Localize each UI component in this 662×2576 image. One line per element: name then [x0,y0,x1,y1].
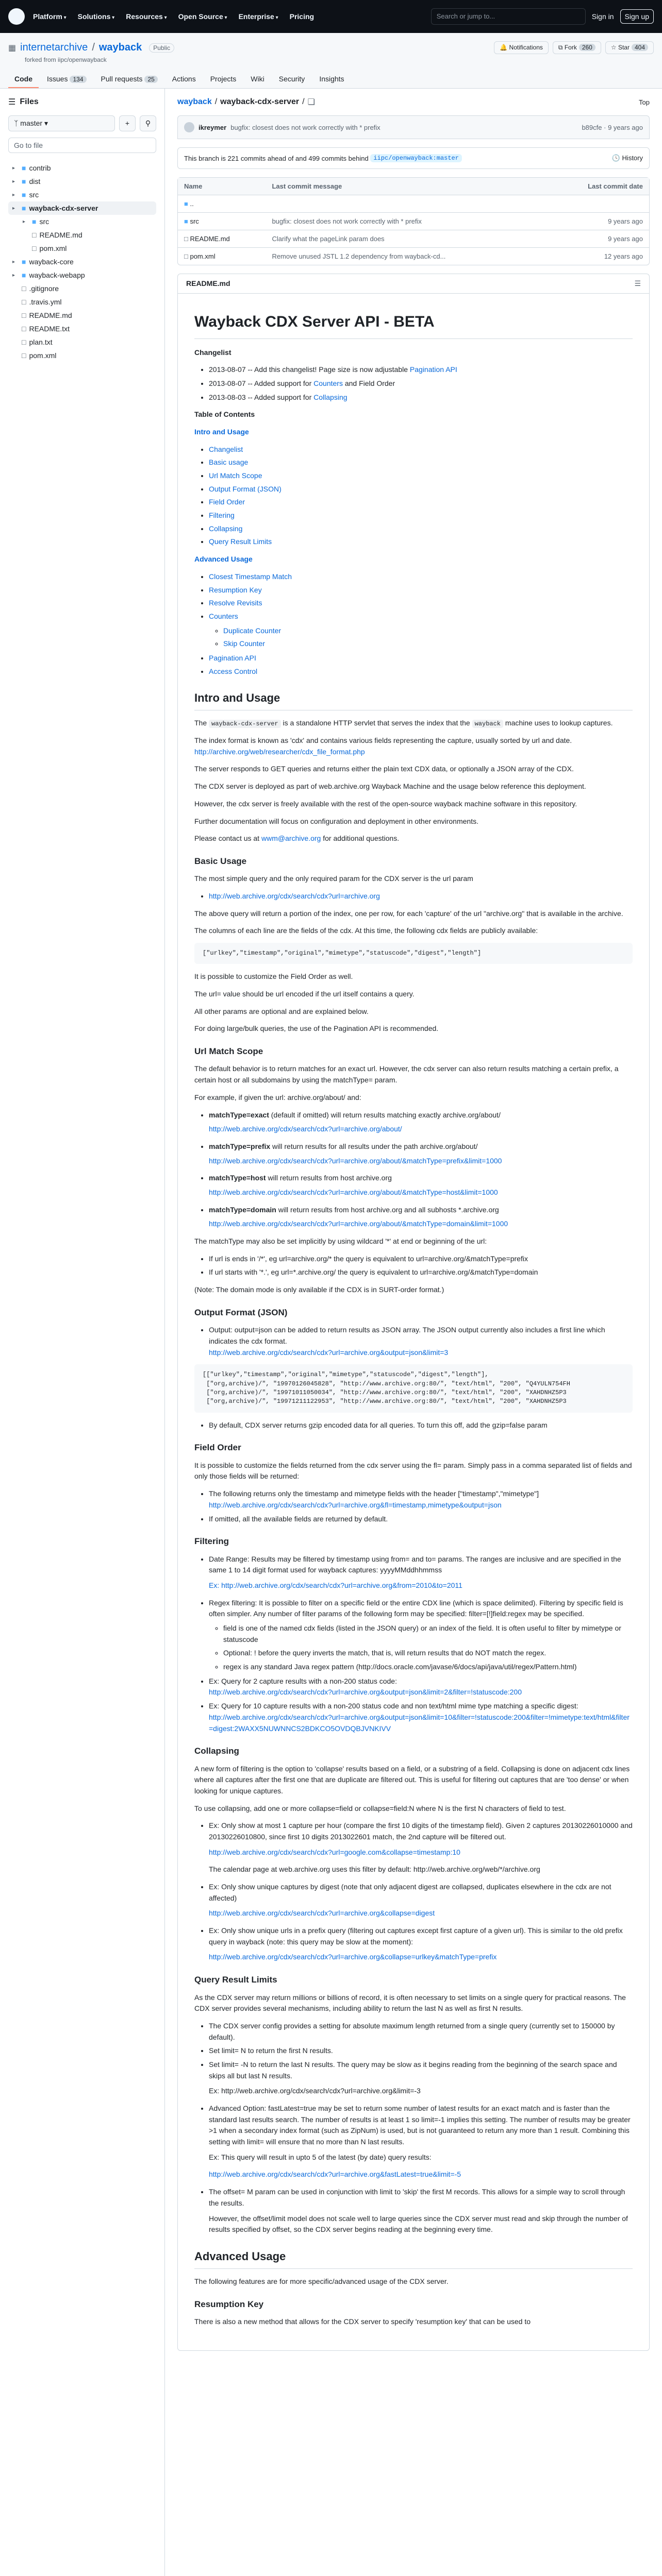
tree-item[interactable]: □ README.md [32,231,82,239]
tree-item[interactable]: ▸ ■ src [23,217,49,226]
files-heading: ☰ Files [8,97,39,107]
top-nav [33,12,314,21]
toc-item[interactable]: Duplicate Counter [223,626,282,635]
match-item: • matchType=domain will return results from host archive.org and all subhosts *.archive.org http://web.archive.org/cdx/search/cdx?url=archive.org/about/&matchType=domain&limit=1000 [209,1205,633,1230]
example-link[interactable]: http://web.archive.org/cdx/search/cdx?url=archive.org&fl=timestamp,mimetype&output=json [209,1500,502,1509]
folder-icon: ■ [22,164,26,172]
commit-message[interactable]: bugfix: closest does not work correctly with * prefix [230,123,380,131]
sign-up-button[interactable]: Sign up [620,9,654,24]
file-icon: □ [22,298,26,306]
folder-icon: ■ [22,191,26,199]
file-tree [8,161,156,362]
file-icon: □ [22,325,26,333]
toc-item[interactable]: Skip Counter [223,639,265,648]
copy-path-icon[interactable]: ❏ [307,98,315,107]
outline-icon[interactable]: ☰ [634,279,641,287]
example-link[interactable]: http://web.archive.org/cdx/search/cdx?url=archive.org&output=json&limit=3 [209,1348,449,1357]
tab-pull-requests[interactable]: Pull requests 25 [95,71,164,88]
folder-icon: ■ [22,204,26,212]
search-icon[interactable]: ⚲ [140,115,156,131]
readme-panel [177,274,650,2351]
link-counters[interactable]: Counters [313,379,343,387]
code-block: ["urlkey","timestamp","original","mimetype","statuscode","digest","length"] [194,943,633,964]
toc-item[interactable]: Changelist [209,445,243,453]
commit-age: 9 years ago [608,123,643,131]
repo-tabs [8,71,654,88]
example-link[interactable]: http://web.archive.org/cdx/search/cdx?url=archive.org/about/ [209,1125,402,1133]
match-item: • matchType=prefix will return results for all results under the path archive.org/about/ http://web.archive.org/cdx/search/cdx?url=archive.org/about/&matchType=prefix&limit=1000 [209,1141,633,1166]
code-block: [["urlkey","timestamp","original","mimetype","statuscode","digest","length"], ["org,archive)/", "19970126045828", "http://www.archive.org:80/", "text/html", "200", "Q4YULN754FH ["org,archive)/", "19971011050034", "http://www.archive.org:80/", "text/html", "200", "XAHDNHZ5P3 ["org,archive)/", "19971211122953", "http://www.archive.org:80/", "text/html", "200", "XAHDNHZ5P3 [194,1364,633,1413]
toc-item[interactable]: Output Format (JSON) [209,484,282,493]
nav-solutions[interactable]: Solutions ▾ [78,12,115,21]
example-link[interactable]: http://web.archive.org/cdx/search/cdx?url=archive.org&collapse=digest [209,1909,435,1918]
col-message: Last commit message [266,178,547,195]
toc-item[interactable]: Closest Timestamp Match [209,572,292,581]
file-icon: □ [184,235,190,243]
filtering-heading: Filtering [194,1536,229,1547]
example-link[interactable]: http://web.archive.org/cdx/search/cdx?url=archive.org&output=json&limit=2&filter=!statuscode:200 [209,1688,522,1697]
toc-advanced-list [194,571,633,677]
main-content [165,89,662,2576]
table-row[interactable]: □ README.md Clarify what the pageLink param does 9 years ago [178,230,649,248]
tree-item[interactable]: □ pom.xml [22,351,57,360]
sidebar-collapse-icon[interactable]: ☰ [8,98,16,107]
repo-name-link[interactable]: wayback [98,42,142,53]
match-heading: Url Match Scope [194,1046,263,1057]
repo-icon: ▦ [8,43,16,53]
avatar[interactable] [184,122,194,132]
toc-item[interactable]: Counters [209,612,238,620]
repo-header: ▦ internetarchive / wayback Public 🔔 Notifications ⧉ Fork 260 ☆ Star 404 forked from iipc/openwayback Code Issues 134 Pull requests 25 Actions Projects Wiki Security Insights [0,33,662,89]
top-link[interactable]: Top [639,98,650,106]
changelist-label: Changelist [194,348,231,357]
match-item: • matchType=host will return results from host archive.org http://web.archive.org/cdx/search/cdx?url=archive.org/about/&matchType=host&limit=1000 [209,1173,633,1198]
nav-platform[interactable]: Platform ▾ [33,12,67,21]
branch-status: This branch is 221 commits ahead of and 499 commits behind iipc/openwayback:master 🕓 History [177,147,650,169]
fork-button[interactable]: ⧉ Fork 260 [553,41,601,54]
tab-projects[interactable]: Projects [210,75,237,83]
tree-item[interactable]: □ README.md [22,311,72,319]
toc-advanced[interactable]: Advanced Usage [194,555,253,564]
readme-body: Wayback CDX Server API - BETA Changelist • 2013-08-07 -- Add this changelist! Page size is now adjustable Pagination API • 2013-08-07 -- Added support for Counters and Field Order • 2013-08-03 -- Added support for Collapsing Table of Contents Intro and Usage • Changelist • Basic usage • Url Match Scope • Output Format (JSON) • Field Order • Filtering • Collapsing • Query Result Limits Advanced Usage • Closest Timestamp Match • Resumption Key • Resolve Revisits • Counters ◦ Duplicate Counter ◦ Skip Counter • Pagination API • Access Control Intro and Usage The wayback-cdx-server is a standalone HTTP servlet that serves the index that the wayback machine uses to lookup captures. The index format is known as 'cdx' and contains various fields representing the capture, usually sorted by url and date. http://archive.org/web/researcher/cdx_file_format.php The server responds to GET queries and returns either the plain text CDX data, or optionally a JSON array of the CDX. The CDX server is deployed as part of web.archive.org Wayback Machine and the usage below reference this deployment. However, the cdx server is freely available with the rest of the open-source wayback machine software in this repository. Further documentation will focus on configuration and deployment in other environments. Please contact us at wwm@archive.org for additional questions. Basic Usage The most simple query and the only required param for the CDX server is the url param • http://web.archive.org/cdx/search/cdx?url=archive.org The above query will return a portion of the index, one per row, for each 'capture' of the url "archive.org" that is available in the archive. The columns of each line are the fields of the cdx. At this time, the following cdx fields are publicly available: ["urlkey","timestamp","original","mimetype","statuscode","digest","length"] It is possible to customize the Field Order as well. The url= value should be url encoded if the url itself contains a query. All other params are optional and are explained below. For doing large/bulk queries, the use of the Pagination API is recommended. Url Match Scope The default behavior is to return matches for an exact url. However, the cdx server can also return results matching a certain prefix, a certain host or all subdomains by using the matchType= param. For example, if given the url: archive.org/about/ and: • matchType=exact (default if omitted) will return results matching exactly archive.org/about/ http://web.archive.org/cdx/search/cdx?url=archive.org/about/ • matchType=prefix will return results for all results under the path archive.org/about/ http://web.archive.org/cdx/search/cdx?url=archive.org/about/&matchType=prefix&limit=1000 • matchType=host will return results from host archive.org http://web.archive.org/cdx/search/cdx?url=archive.org/about/&matchType=host&limit=1000 • matchType=domain will return results from host archive.org and all subhosts *.archive.org http://web.archive.org/cdx/search/cdx?url=archive.org/about/&matchType=domain&limit=1000 The matchType may also be set implicitly by using wildcard '*' at end or beginning of the url: • If url is ends in '/*', eg url=archive.org/* the query is equivalent to url=archive.org/&matchType=prefix • If url starts with '*.', eg url=*.archive.org/ the query is equivalent to url=archive.org/&matchType=domain (Note: The domain mode is only available if the CDX is in SURT-order format.) Output Format (JSON) • Output: output=json can be added to return results as JSON array. The JSON output currently also includes a first line which indicates the cdx format. http://web.archive.org/cdx/search/cdx?url=archive.org&output=json&limit=3 [["urlkey","timestamp","original","mimetype","statuscode","digest","length"], ["org,archive)/", "19970126045828", "http://www.archive.org:80/", "text/html", "200", "Q4YULN754FH ["org,archive)/", "19971011050034", "http://www.archive.org:80/", "text/html", "200", "XAHDNHZ5P3 ["org,archive)/", "19971211122953", "http://www.archive.org:80/", "text/html", "200", "XAHDNHZ5P3 • By default, CDX server returns gzip encoded data for all queries. To turn this off, add the gzip=false param Field Order It is possible to customize the fields returned from the cdx server using the fl= param. Simply pass in a comma separated list of fields and only those fields will be returned: • The following returns only the timestamp and mimetype fields with the header ["timestamp","mimetype"] http://web.archive.org/cdx/search/cdx?url=archive.org&fl=timestamp,mimetype&output=json • If omitted, all the available fields are returned by default. Filtering • Date Range: Results may be filtered by timestamp using from= and to= params. The ranges are inclusive and are specified in the same 1 to 14 digit format used for wayback captures: yyyyMMddhhmmss Ex: http://web.archive.org/cdx/search/cdx?url=archive.org&from=2010&to=2011 • Regex filtering: It is possible to filter on a specific field or the entire CDX line (which is space delimited). Filtering by specific field is often simpler. Any number of filter params of the following form may be specified: filter=[!]field:regex may be specified. ◦ field is one of the named cdx fields (listed in the JSON query) or an index of the field. It is often useful to filter by mimetype or statuscode ◦ Optional: ! before the query inverts the match, that is, will return results that do NOT match the regex. ◦ regex is any standard Java regex pattern (http://docs.oracle.com/javase/6/docs/api/java/util/regex/Pattern.html) • Ex: Query for 2 capture results with a non-200 status code: http://web.archive.org/cdx/search/cdx?url=archive.org&output=json&limit=2&filter=!statuscode:200 • Ex: Query for 10 capture results with a non-200 status code and non text/html mime type matching a specific digest: http://web.archive.org/cdx/search/cdx?url=archive.org&output=json&limit=10&filter=!statuscode:200&filter=!mimetype:text/html&filter=digest:2WAXX5NUWNNCS2BDKCO5OVDQBJVNKIVV Collapsing A new form of filtering is the option to 'collapse' results based on a field, or a substring of a field. Collapsing is done on adjacent cdx lines where all captures after the first one that are duplicate are filtered out. This is useful for filtering out captures that are 'too dense' or when looking for unique captures. To use collapsing, add one or more collapse=field or collapse=field:N where N is the first N characters of field to test. • Ex: Only show at most 1 capture per hour (compare the first 10 digits of the timestamp field). Given 2 captures 20130226010000 and 20130226010800, since first 10 digits 2013022601 match, the 2nd capture will be filtered out. http://web.archive.org/cdx/search/cdx?url=google.com&collapse=timestamp:10 The calendar page at web.archive.org uses this filter by default: http://web.archive.org/web/*/archive.org • Ex: Only show unique captures by digest (note that only adjacent digest are collapsed, duplicates elsewhere in the cdx are not affected) http://web.archive.org/cdx/search/cdx?url=archive.org&collapse=digest • Ex: Only show unique urls in a prefix query (filtering out captures except first capture of a given url). This is similar to the old prefix query in wayback (note: this query may be slow at the moment): http://web.archive.org/cdx/search/cdx?url=archive.org&collapse=urlkey&matchType=prefix Query Result Limits As the CDX server may return millions or billions of record, it is often necessary to set limits on a single query for practical reasons. The CDX server provides several mechanisms, including ability to return the last N as well as first N results. • The CDX server config provides a setting for absolute maximum length returned from a single query (currently set to 150000 by default). • Set limit= N to return the first N results. • Set limit= -N to return the last N results. The query may be slow as it begins reading from the beginning of the search space and skips all but last N results. Ex: http://web.archive.org/cdx/search/cdx?url=archive.org&limit=-3 • Advanced Option: fastLatest=true may be set to return some number of latest results for an exact match and is faster than the standard last results search. The number of results is at least 1 so limit=-1 implies this setting. The number of results may be greater >1 when a secondary index format (such as ZipNum) is used, but is not guaranteed to return any more than 1 result. Combining this setting with limit= will ensure that no more than N last results. Ex: This query will result in upto 5 of the latest (by date) query results: http://web.archive.org/cdx/search/cdx?url=archive.org&fastLatest=true&limit=-5 • The offset= M param can be used in conjunction with limit to 'skip' the first M records. This allows for a simple way to scroll through the results. However, the offset/limit model does not scale well to large queries since the CDX server must read and skip through the number of results specified by offset, so the CDX server begins reading at the beginning every time. Advanced Usage The following features are for more specific/advanced usage of the CDX server. Resumption Key There is also a new method that allows for the CDX server to specify 'resumption key' that can be used to [178,294,649,2350]
nav-enterprise[interactable]: Enterprise ▾ [239,12,278,21]
toc-item[interactable]: Query Result Limits [209,537,272,546]
toc-item[interactable]: Filtering [209,511,235,520]
example-link[interactable]: http://web.archive.org/cdx/search/cdx?url=archive.org&output=json&limit=10&filter=!statuscode:200&filter=!mimetype:text/html&filter=digest:2WAXX5NUWNNCS2BDKCO5OVDQBJVNKIVV [209,1713,630,1733]
intro-para: The wayback-cdx-server is a standalone HTTP servlet that serves the index that the wayback machine uses to lookup captures. [194,719,613,728]
tree-item[interactable]: ▸ ■ wayback-webapp [12,271,85,279]
table-row[interactable]: ■ .. [178,195,649,213]
example-link[interactable]: http://web.archive.org/cdx/search/cdx?url=archive.org/about/&matchType=host&limit=1000 [209,1188,498,1196]
file-icon: □ [22,284,26,293]
intro-para: The index format is known as 'cdx' and contains various fields representing the capture, usually sorted by url and date. http://archive.org/web/researcher/cdx_file_format.php [194,736,572,756]
toc-item[interactable]: Collapsing [209,524,243,533]
upstream-ref[interactable]: iipc/openwayback:master [370,154,462,162]
intro-para: Please contact us at wwm@archive.org for additional questions. [194,834,400,843]
nav-open-source[interactable]: Open Source ▾ [178,12,227,21]
file-icon: □ [22,338,26,346]
table-row[interactable]: □ pom.xml Remove unused JSTL 1.2 dependency from wayback-cd... 12 years ago [184,252,643,260]
nav-resources[interactable]: Resources ▾ [126,12,167,21]
file-icon: □ [32,231,37,239]
tree-item[interactable]: □ README.txt [22,325,70,333]
cdx-format-link[interactable]: http://archive.org/web/researcher/cdx_file_format.php [194,747,365,756]
tab-actions[interactable]: Actions [172,75,196,83]
intro-para: The CDX server is deployed as part of web.archive.org Wayback Machine and the usage below reference this deployment. [194,782,586,791]
file-icon: □ [184,252,190,260]
forked-from[interactable]: forked from iipc/openwayback [25,56,107,63]
limits-heading: Query Result Limits [194,1975,277,1985]
toc-intro[interactable]: Intro and Usage [194,427,249,436]
add-file-icon[interactable]: + [119,115,136,131]
intro-para: The server responds to GET queries and returns either the plain text CDX data, or optionally a JSON array of the CDX. [194,765,574,773]
go-to-file-input[interactable]: Go to file [8,138,156,153]
tree-item[interactable]: ▸ ■ contrib [12,164,51,172]
folder-icon: ■ [22,177,26,185]
tree-item[interactable]: ▸ ■ dist [12,177,41,185]
file-tree-sidebar [0,89,165,2576]
file-icon: □ [22,311,26,319]
tree-item[interactable]: □ .gitignore [22,284,59,293]
basic-heading: Basic Usage [194,856,247,866]
col-date: Last commit date [547,178,649,195]
example-link[interactable]: http://web.archive.org/cdx/search/cdx?url=google.com&collapse=timestamp:10 [209,1848,460,1856]
file-icon: □ [32,244,37,252]
resumption-heading: Resumption Key [194,2299,264,2309]
repo-actions [494,41,654,54]
history-button[interactable]: 🕓 History [611,154,643,162]
breadcrumb: wayback / wayback-cdx-server / ❏ Top [177,97,650,107]
folder-icon: ■ [22,271,26,279]
tab-security[interactable]: Security [278,75,305,83]
example-link[interactable]: http://web.archive.org/cdx/search/cdx?url=archive.org [209,891,380,900]
table-row[interactable]: ■ src bugfix: closest does not work correctly with * prefix 9 years ago [178,213,649,230]
collapsing-heading: Collapsing [194,1746,239,1756]
match-item: • matchType=exact (default if omitted) will return results matching exactly archive.org/about/ http://web.archive.org/cdx/search/cdx?url=archive.org/about/ [209,1110,633,1135]
toc-label: Table of Contents [194,410,255,419]
col-name: Name [178,178,266,195]
toc-item[interactable]: Pagination API [209,653,256,662]
tree-item[interactable]: ▸ ■ src [12,191,39,199]
sign-in-link[interactable]: Sign in [591,12,614,21]
tree-item[interactable]: □ .travis.yml [22,298,62,306]
latest-commit: ikreymer bugfix: closest does not work correctly with * prefix b89cfe · 9 years ago [177,115,650,139]
tree-item[interactable]: □ pom.xml [32,244,67,252]
toc-item[interactable]: Resolve Revisits [209,599,262,607]
email-link[interactable]: wwm@archive.org [261,834,321,843]
repo-owner-link[interactable]: internetarchive [20,42,88,53]
link-collapsing[interactable]: Collapsing [313,393,347,401]
toc-item[interactable]: Field Order [209,498,245,506]
field-order-heading: Field Order [194,1443,241,1453]
visibility-badge: Public [149,43,174,53]
toc-item[interactable]: Url Match Scope [209,471,262,480]
folder-icon: ■ [184,217,190,225]
toc-item[interactable]: Resumption Key [209,585,262,594]
toc-item[interactable]: Basic usage [209,458,249,467]
toc-item[interactable]: Access Control [209,667,258,675]
intro-para: However, the cdx server is freely available with the rest of the open-source wayback machine software in this repository. [194,799,577,808]
advanced-heading: Advanced Usage [194,2248,633,2269]
tab-code[interactable]: Code [8,71,39,88]
example-link[interactable]: http://web.archive.org/cdx/search/cdx?url=archive.org&collapse=urlkey&matchType=prefix [209,1953,497,1961]
folder-icon: ■ [22,258,26,266]
json-heading: Output Format (JSON) [194,1307,288,1317]
example-link[interactable]: http://web.archive.org/cdx/search/cdx?url=archive.org&fastLatest=true&limit=-5 [209,2170,461,2179]
breadcrumb-dir: wayback-cdx-server [220,97,300,106]
file-table [177,177,650,265]
folder-icon: ■ [184,200,190,208]
branch-select[interactable]: ᛉ master ▾ [8,115,115,131]
folder-icon: ■ [32,217,37,226]
tree-item[interactable]: ▸ ■ wayback-cdx-server [8,201,156,215]
tree-item[interactable]: ▸ ■ wayback-core [12,258,74,266]
example-link[interactable]: http://web.archive.org/cdx/search/cdx?url=archive.org/about/&matchType=prefix&limit=1000 [209,1156,502,1165]
changelist: • 2013-08-07 -- Add this changelist! Page size is now adjustable Pagination API • 2013-08-07 -- Added support for Counters and Field Order • 2013-08-03 -- Added support for Collapsing [194,364,633,403]
readme-title: Wayback CDX Server API - BETA [194,310,633,339]
link-pagination[interactable]: Pagination API [409,365,457,374]
tab-insights[interactable]: Insights [319,75,344,83]
tree-item[interactable]: □ plan.txt [22,338,53,346]
star-button[interactable]: ☆ Star 404 [605,41,654,54]
github-logo-icon[interactable] [8,8,25,25]
commit-author[interactable]: ikreymer [198,123,227,131]
tab-wiki[interactable]: Wiki [251,75,264,83]
site-header [0,0,662,33]
match-list [194,1110,633,1230]
file-icon: □ [22,351,26,360]
example-link[interactable]: http://web.archive.org/cdx/search/cdx?url=archive.org/about/&matchType=domain&limit=1000 [209,1219,508,1228]
intro-para: Further documentation will focus on configuration and deployment in other environments. [194,817,478,825]
breadcrumb-repo[interactable]: wayback [177,97,212,106]
nav-pricing[interactable]: Pricing [289,12,315,21]
readme-label[interactable]: README.md [186,279,230,287]
tab-issues[interactable]: Issues 134 [41,71,93,88]
intro-heading: Intro and Usage [194,689,633,710]
toc-intro-list [194,444,633,548]
notifications-button[interactable]: 🔔 Notifications [494,41,549,54]
search-input[interactable]: Search or jump to... [431,8,586,25]
commit-hash[interactable]: b89cfe [582,123,602,131]
